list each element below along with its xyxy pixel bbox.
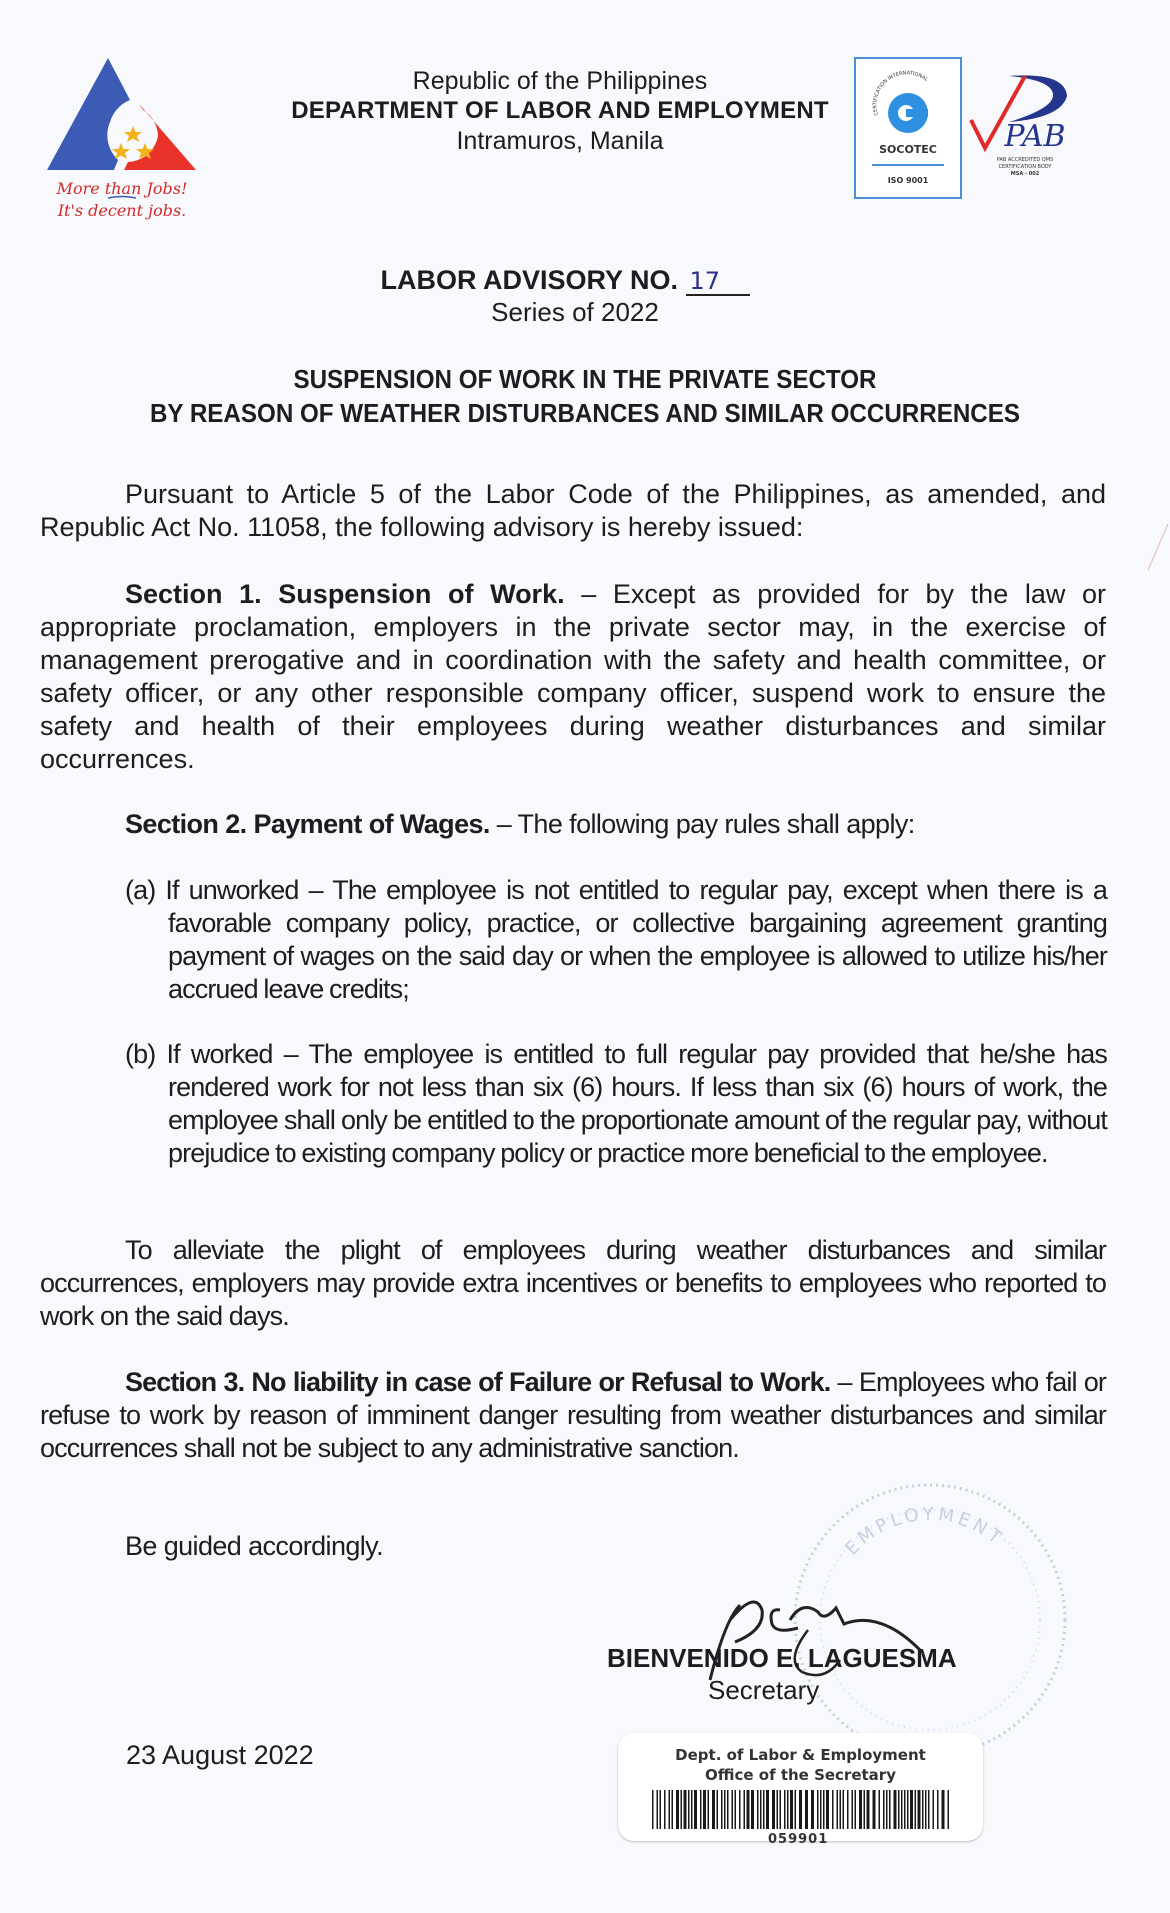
barcode-bar: [727, 1790, 729, 1829]
barcode-bar: [826, 1790, 829, 1829]
barcode-bar: [691, 1790, 693, 1829]
barcode-bar: [915, 1790, 917, 1829]
barcode-bar: [832, 1790, 834, 1829]
barcode-bar: [859, 1790, 862, 1829]
socotec-name: SOCOTEC: [879, 143, 937, 156]
barcode-bar: [660, 1790, 662, 1829]
barcode-bar: [864, 1790, 866, 1829]
barcode-bar: [933, 1790, 935, 1829]
edge-pen-mark: [1140, 520, 1170, 580]
pab-caption-3: MSA - 002: [1010, 171, 1040, 177]
item-text: If unworked – The employee is not entitled to regular pay, except when there is a favorable company policy, practice, or collective bargaining agreement granting payment of wages on the said day or when the employee is allowed to utilize his/her accrued leave credits;: [165, 875, 1107, 1004]
barcode-bar: [873, 1790, 876, 1829]
barcode-bar: [883, 1790, 885, 1829]
section-1-heading: Section 1. Suspension of Work.: [125, 579, 565, 609]
barcode-bar: [790, 1790, 793, 1829]
barcode-bar: [732, 1790, 734, 1829]
barcode-bar: [700, 1790, 702, 1829]
barcode-bar: [657, 1790, 659, 1829]
barcode-bar: [744, 1790, 746, 1829]
pab-name: PAB: [1004, 119, 1066, 154]
socotec-top-text: CERTIFICATION INTERNATIONAL: [872, 70, 930, 117]
location-line: Intramuros, Manila: [456, 127, 664, 155]
handwritten-signature-icon: [540, 1580, 1040, 1690]
barcode-bar: [747, 1790, 750, 1829]
barcode-bar: [787, 1790, 789, 1829]
section-3-text: – Employees who fail or refuse to work by reason of imminent danger resulting from weather disturbances and similar occurrences shall not be subject to any administrative sanction.: [40, 1367, 1106, 1463]
barcode-bar: [777, 1790, 779, 1829]
barcode-bar: [922, 1790, 924, 1829]
barcode-bar: [717, 1790, 719, 1829]
item-text: If worked – The employee is entitled to full regular pay provided that he/she has rendered work for not less than six (6) hours. If less than six (6) hours of work, the employee shall only be entitled to the proportionate amount of the regular pay, without prejudice to existing company policy or practice more beneficial to the employee.: [166, 1039, 1107, 1168]
barcode-bar: [937, 1790, 939, 1829]
barcode-bar: [739, 1790, 741, 1829]
document-title: [41, 362, 1129, 430]
incentives-text: To alleviate the plight of employees during weather disturbances and similar occurrences, employers may provide extra incentives or benefits to employees who reported to work on the said days.: [40, 1235, 1106, 1331]
incentives-paragraph: [40, 1234, 1106, 1333]
barcode-bar: [757, 1790, 759, 1829]
barcode-bar: [772, 1790, 775, 1829]
pab-caption-1: PAB ACCREDITED QMS: [996, 157, 1054, 163]
barcode-bar: [721, 1790, 723, 1829]
barcode-bar: [910, 1790, 913, 1829]
barcode-bar: [805, 1790, 808, 1829]
barcode-bar: [823, 1790, 825, 1829]
barcode-bar: [799, 1790, 802, 1829]
section-3-heading: Section 3. No liability in case of Failure or Refusal to Work.: [125, 1367, 831, 1397]
advisory-label: LABOR ADVISORY NO.: [380, 265, 678, 295]
barcode-bar: [867, 1790, 870, 1829]
socotec-certification: [854, 57, 962, 199]
barcode-bar: [847, 1790, 849, 1829]
barcode-bar: [918, 1790, 921, 1829]
barcode-bar: [898, 1790, 900, 1829]
barcode-bar: [925, 1790, 927, 1829]
socotec-standard: ISO 9001: [887, 176, 929, 185]
barcode-bar: [784, 1790, 786, 1829]
advisory-number: 17: [686, 268, 750, 296]
barcode-bar: [852, 1790, 854, 1829]
receiving-label-office: Office of the Secretary: [705, 1766, 896, 1784]
department-name: DEPARTMENT OF LABOR AND EMPLOYMENT: [291, 97, 829, 124]
closing-text: Be guided accordingly.: [125, 1531, 383, 1561]
section-1-text: – Except as provided for by the law or appropriate proclamation, employers in the private sector may, in the exercise of management prerogative and in coordination with the safety and health committee, or safety officer, or any other responsible company officer, suspend work to ensure the safety and health of their employees during weather disturbances and similar occurrences.: [40, 579, 1106, 774]
advisory-number-line: [0, 264, 1170, 296]
barcode-bar: [681, 1790, 683, 1829]
barcode-bar: [703, 1790, 706, 1829]
barcode-bar: [879, 1790, 881, 1829]
barcode-bar: [795, 1790, 797, 1829]
dole-triangle-logo-icon: [44, 52, 204, 232]
barcode-bar: [724, 1790, 726, 1829]
barcode-bar: [904, 1790, 906, 1829]
section-3: [40, 1366, 1106, 1465]
barcode-bar: [652, 1790, 654, 1829]
barcode-bar: [843, 1790, 845, 1829]
barcode-bar: [942, 1790, 945, 1829]
pay-rule-unworked: [125, 874, 1107, 1006]
barcode-bar: [684, 1790, 687, 1829]
pen-stroke-icon: [1140, 520, 1170, 580]
title-line-2: BY REASON OF WEATHER DISTURBANCES AND SIMILAR OCCURRENCES: [149, 398, 1021, 428]
signatory-name: BIENVENIDO E. LAGUESMA: [607, 1643, 957, 1673]
barcode-bar: [855, 1790, 857, 1829]
barcode-bar: [763, 1790, 765, 1829]
item-marker: (a): [125, 875, 156, 905]
barcode-bar: [708, 1790, 710, 1829]
barcode-bar: [780, 1790, 782, 1829]
preamble-paragraph: [40, 478, 1106, 544]
tagline-2: It's decent jobs.: [57, 201, 187, 220]
barcode-bar: [889, 1790, 891, 1829]
barcode-bar: [928, 1790, 930, 1829]
advisory-series: Series of 2022: [491, 297, 659, 327]
pab-accreditation: [965, 62, 1075, 192]
pab-accreditation-logo-icon: [965, 62, 1075, 192]
advisory-heading: [0, 264, 1170, 328]
pab-caption-2: CERTIFICATION BODY: [998, 164, 1052, 170]
barcode-bar: [948, 1790, 950, 1829]
seal-text: EMPLOYMENT: [841, 1503, 1009, 1560]
tagline-1: More than Jobs!: [56, 179, 188, 198]
document-date: 23 August 2022: [126, 1740, 314, 1770]
barcode-bar: [901, 1790, 903, 1829]
barcode-bar: [886, 1790, 888, 1829]
item-marker: (b): [125, 1039, 156, 1069]
barcode-bar: [664, 1790, 666, 1829]
pay-rule-worked: [125, 1038, 1107, 1170]
section-2-heading: Section 2. Payment of Wages.: [125, 809, 490, 839]
barcode-bar: [817, 1790, 819, 1829]
signatory-position: Secretary: [708, 1675, 820, 1705]
barcode-bar: [840, 1790, 842, 1829]
dole-logo: [44, 52, 204, 232]
barcode-bar: [672, 1790, 674, 1829]
letterhead: [250, 66, 870, 156]
section-2-text: – The following pay rules shall apply:: [489, 809, 915, 839]
section-2: [40, 808, 1106, 841]
receiving-label: [618, 1733, 983, 1841]
title-line-1: SUSPENSION OF WORK IN THE PRIVATE SECTOR: [293, 364, 877, 394]
barcode-bar: [907, 1790, 909, 1829]
barcode-bar: [735, 1790, 737, 1829]
barcode-bar: [669, 1790, 671, 1829]
barcode-bar: [766, 1790, 769, 1829]
barcode-bar: [837, 1790, 839, 1829]
republic-line: Republic of the Philippines: [412, 67, 708, 95]
svg-text:EMPLOYMENT: [841, 1504, 1008, 1560]
barcode-bar: [676, 1790, 679, 1829]
barcode-icon: [652, 1790, 952, 1829]
barcode-bar: [760, 1790, 762, 1829]
barcode-number: 059901: [768, 1832, 829, 1844]
barcode-bar: [894, 1790, 897, 1829]
barcode-bar: [751, 1790, 754, 1829]
socotec-logo-icon: [856, 59, 960, 197]
barcode-bar: [694, 1790, 697, 1829]
barcode-bar: [688, 1790, 690, 1829]
receiving-label-dept: Dept. of Labor & Employment: [675, 1746, 926, 1764]
barcode-bar: [811, 1790, 814, 1829]
preamble-text: Pursuant to Article 5 of the Labor Code of the Philippines, as amended, and Republic Act No. 11058, the following advisory is hereby issued:: [40, 479, 1106, 542]
section-1: [40, 578, 1106, 776]
barcode-bar: [712, 1790, 715, 1829]
barcode-bar: [820, 1790, 822, 1829]
